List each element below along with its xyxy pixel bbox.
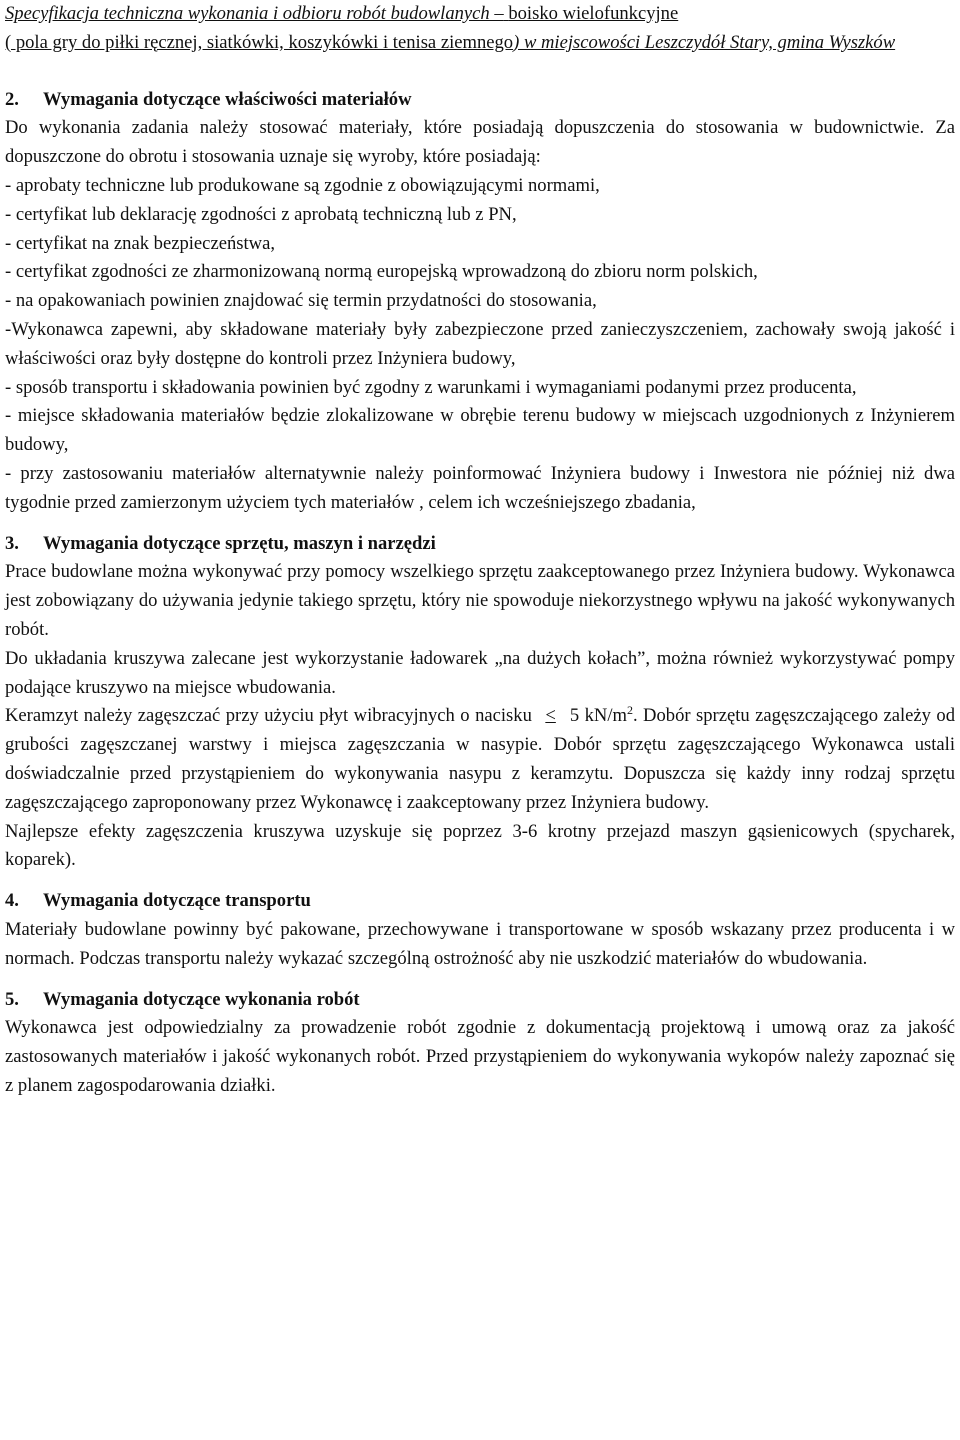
- list-item: - miejsce składowania materiałów będzie zlokalizowane w obrębie terenu budowy w miejscach uzgodnionych z Inżynierem budowy,: [5, 405, 955, 456]
- section-5-number: 5.: [5, 988, 19, 1010]
- section-4-paragraph-1: Materiały budowlane powinny być pakowane, przechowywane i transportowane w sposób wskazany przez producenta i w normach. Podczas transportu należy wykazać szczególną ostrożność aby nie uszkodzić materiałów do wbudowania.: [5, 918, 955, 969]
- section-2-intro: Do wykonania zadania należy stosować materiały, które posiadają dopuszczenia do stosowania w budownictwie. Za dopuszczone do obrotu i stosowania uznaje się wyroby, które posiadają:: [5, 117, 955, 168]
- section-5-title: Wymagania dotyczące wykonania robót: [43, 988, 360, 1010]
- section-2-number: 2.: [5, 88, 19, 110]
- section-5-paragraph-1: Wykonawca jest odpowiedzialny za prowadzenie robót zgodnie z dokumentacją projektową i umową oraz za jakość zastosowanych materiałów i jakość wykonanych robót. Przed przystąpieniem do wykonywania wykopów należy zapoznać się z planem zagospodarowania działki.: [5, 1017, 955, 1096]
- section-3-number: 3.: [5, 532, 19, 554]
- keramzyt-text: Keramzyt należy zagęszczać przy użyciu płyt wibracyjnych o nacisku: [5, 705, 532, 727]
- list-item: - certyfikat zgodności ze zharmonizowaną normą europejską wprowadzoną do zbioru norm polskich,: [5, 261, 758, 283]
- list-item: -Wykonawca zapewni, aby składowane materiały były zabezpieczone przed zanieczyszczeniem, zachowały swoją jakość i właściwości oraz były dostępne do kontroli przez Inżyniera budowy,: [5, 318, 955, 369]
- section-2-title: Wymagania dotyczące właściwości materiałów: [43, 88, 412, 110]
- section-3-heading: [5, 530, 955, 559]
- header-text-2: boisko wielofunkcyjne: [508, 3, 679, 24]
- pressure-value: 5 kN/m: [569, 705, 627, 727]
- section-3-paragraph-1: Prace budowlane można wykonywać przy pomocy wszelkiego sprzętu zaakceptowanego przez Inżyniera budowy. Wykonawca jest zobowiązany do używania jedynie takiego sprzętu, który nie spowoduje niekorzystnego wpływu na jakość wykonywanych robót.: [5, 561, 955, 640]
- section-5-heading: [5, 986, 955, 1015]
- list-item: - aprobaty techniczne lub produkowane są zgodnie z obowiązującymi normami,: [5, 174, 600, 196]
- list-item: - certyfikat lub deklarację zgodności z aprobatą techniczną lub z PN,: [5, 203, 517, 225]
- section-2-heading: [5, 86, 955, 115]
- list-item: - na opakowaniach powinien znajdować się termin przydatności do stosowania,: [5, 290, 597, 312]
- pressure-unit-exponent: 2: [626, 703, 633, 718]
- list-item: - przy zastosowaniu materiałów alternatywnie należy poinformować Inżyniera budowy i Inwestora nie później niż dwa tygodnie przed zamierzonym użyciem tych materiałów , celem ich wcześniejszego zbadania,: [5, 462, 955, 513]
- equipment-selection-text: . Dobór sprzętu zagęszczającego zależy od grubości zagęszczanej warstwy i miejsca zagęszczania w nasypie. Dobór sprzętu zagęszczającego Wykonawca ustali doświadczalnie przed przystąpieniem do wykonywania nasypu z keramzytu. Dopuszcza się każdy inny rodzaj sprzętu zagęszczającego zaproponowany przez Wykonawcę i zaakceptowany przez Inżyniera budowy.: [5, 705, 955, 813]
- less-or-equal-symbol: <: [545, 705, 556, 727]
- header-text-4: ) w miejscowości Leszczydół Stary, gmina Wyszków: [513, 31, 896, 53]
- header-text-1: Specyfikacja techniczna wykonania i odbioru robót budowlanych –: [5, 3, 504, 24]
- section-4-number: 4.: [5, 890, 19, 912]
- list-item: - sposób transportu i składowania powinien być zgodny z warunkami i wymaganiami podanymi przez producenta,: [5, 376, 857, 398]
- section-4-title: Wymagania dotyczące transportu: [43, 890, 311, 912]
- section-3-title: Wymagania dotyczące sprzętu, maszyn i narzędzi: [43, 532, 436, 554]
- section-3-paragraph-4: Najlepsze efekty zagęszczenia kruszywa uzyskuje się poprzez 3-6 krotny przejazd maszyn gąsienicowych (spycharek, koparek).: [5, 820, 955, 871]
- header-text-3: ( pola gry do piłki ręcznej, siatkówki, koszykówki i tenisa ziemnego: [5, 31, 514, 53]
- running-header: [5, 0, 955, 58]
- section-4-heading: [5, 887, 955, 916]
- list-item: - certyfikat na znak bezpieczeństwa,: [5, 232, 275, 254]
- section-3-paragraph-3: [5, 702, 955, 817]
- section-3-paragraph-2: Do układania kruszywa zalecane jest wykorzystanie ładowarek „na dużych kołach”, można również wykorzystywać pompy podające kruszywo na miejsce wbudowania.: [5, 647, 955, 698]
